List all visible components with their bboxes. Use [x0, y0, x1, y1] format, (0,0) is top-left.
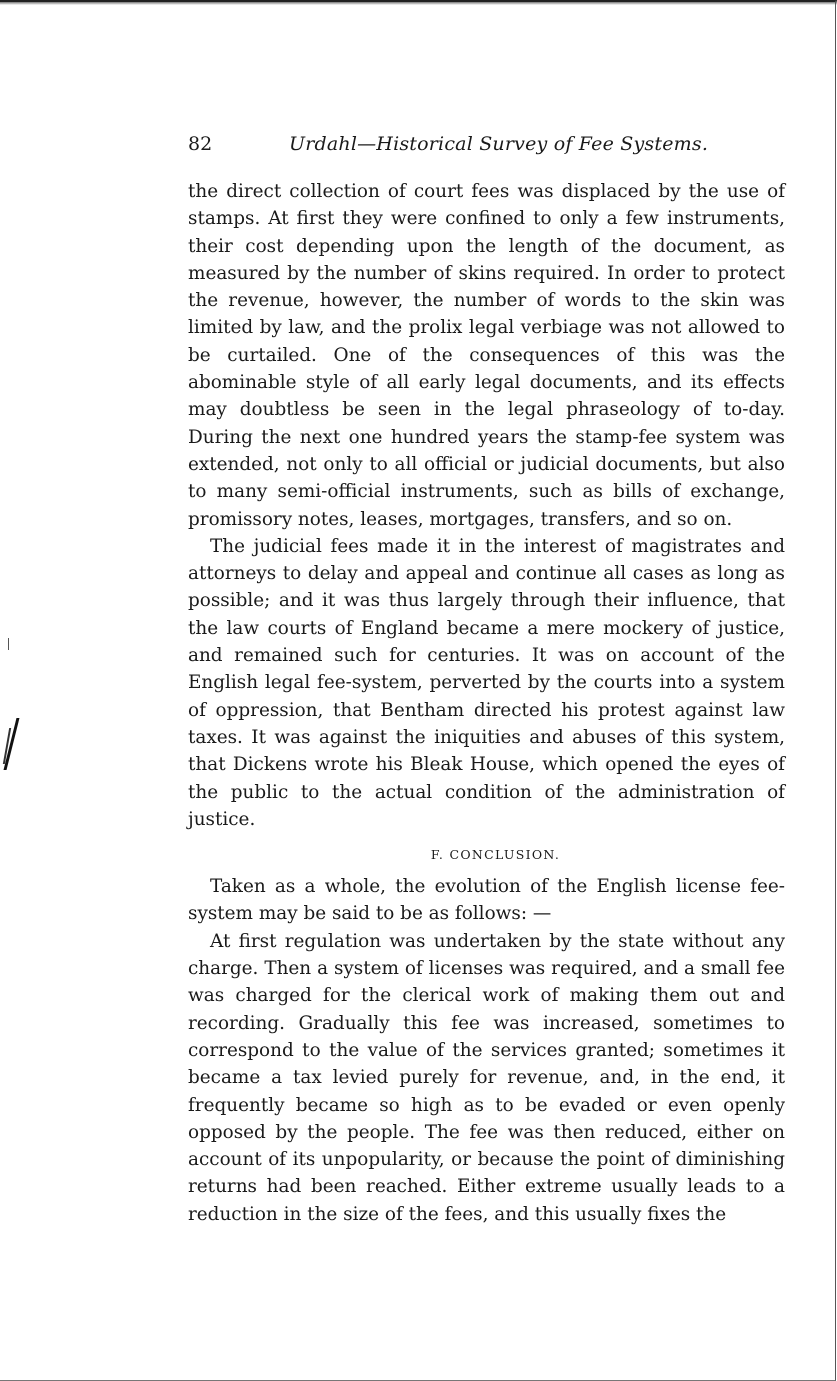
page-header: [188, 133, 788, 159]
page-number: 82: [188, 133, 213, 155]
body-text: [188, 178, 785, 1228]
paragraph: Taken as a whole, the evolution of the English license fee-system may be said to be as follows: —: [188, 876, 785, 925]
paragraph: The judicial fees made it in the interest of magistrates and attorneys to delay and appeal and continue all cases as long as possible; and it was thus largely through their influence, that the law courts of England became a mere mockery of justice, and remained such for centuries. It was on account of the English legal fee-system, perverted by the courts into a system of oppression, that Bentham directed his protest against law taxes. It was against the iniquities and abuses of this system, that Dickens wrote his Bleak House, which opened the eyes of the public to the actual condition of the administration of justice.: [188, 535, 785, 830]
paragraph: the direct collection of court fees was displaced by the use of stamps. At first they were confined to only a few instruments, their cost depending upon the length of the document, as measured by the number of skins required. In order to protect the revenue, however, the number of words to the skin was limited by law, and the prolix legal verbiage was not allowed to be curtailed. One of the consequences of this was the abominable style of all early legal documents, and its effects may doubtless be seen in the legal phraseology of to-day. During the next one hundred years the stamp-fee system was extended, not only to all official or judicial documents, but also to many semi-official instruments, such as bills of exchange, promissory notes, leases, mortgages, transfers, and so on.: [188, 181, 785, 530]
paragraph: At first regulation was undertaken by the state without any charge. Then a system of licenses was required, and a small fee was charged for the clerical work of making them out and recording. Gradually this fee was increased, sometimes to correspond to the value of the services granted; sometimes it became a tax levied purely for revenue, and, in the end, it frequently became so high as to be evaded or even openly opposed by the people. The fee was then reduced, either on account of its unpopularity, or because the point of diminishing returns had been reached. Either extreme usually leads to a reduction in the size of the fees, and this usually fixes the: [188, 930, 785, 1225]
section-heading: F. CONCLUSION.: [430, 847, 561, 863]
running-title: Urdahl—Historical Survey of Fee Systems.: [289, 133, 709, 155]
scan-margin-mark: [8, 638, 9, 650]
